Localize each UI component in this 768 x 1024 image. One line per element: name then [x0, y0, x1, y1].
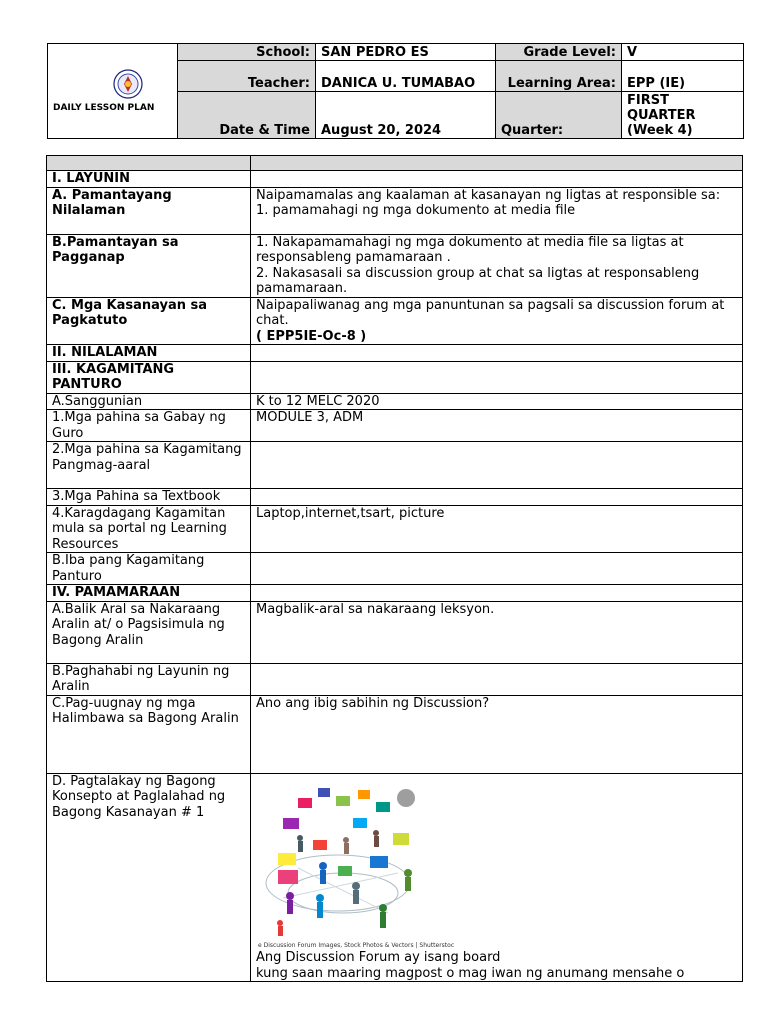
teacher-value: DANICA U. TUMABAO [316, 61, 496, 92]
text-line: 2. Nakasasali sa discussion group at chat sa ligtas at responsableng pamamaraan. [256, 265, 700, 296]
table-row [47, 442, 743, 489]
row-value [251, 773, 743, 982]
table-row [47, 585, 743, 602]
section-nilalaman: II. NILALAMAN [47, 345, 251, 362]
table-row [47, 695, 743, 773]
deped-seal-icon [113, 69, 143, 99]
row-label: D. Pagtalakay ng Bagong Konsepto at Paglalahad ng Bagong Kasanayan # 1 [47, 773, 251, 982]
row-value [251, 234, 743, 297]
table-row [47, 601, 743, 663]
row-label: 4.Karagdagang Kagamitan mula sa portal ng Learning Resources [47, 505, 251, 553]
school-label: School: [178, 44, 316, 61]
area-value: EPP (IE) [622, 61, 744, 92]
text-line: 1. pamamahagi ng mga dokumento at media file [256, 203, 576, 218]
date-value: August 20, 2024 [316, 92, 496, 139]
text-line: kung saan maaring magpost o mag iwan ng anumang mensahe o [256, 965, 685, 981]
date-label: Date & Time [178, 92, 316, 139]
row-label: A.Balik Aral sa Nakaraang Aralin at/ o Pagsisimula ng Bagong Aralin [47, 601, 251, 663]
table-row [47, 361, 743, 393]
table-row [47, 663, 743, 695]
text-line: 1. Nakapamamahagi ng mga dokumento at media file sa ligtas at responsableng pamamaraan . [256, 234, 684, 265]
row-label: 3.Mga Pahina sa Textbook [47, 489, 251, 506]
table-row [47, 393, 743, 410]
table-row [47, 553, 743, 585]
grade-label: Grade Level: [496, 44, 622, 61]
table-row [47, 345, 743, 362]
table-row [47, 773, 743, 982]
row-label: B.Iba pang Kagamitang Panturo [47, 553, 251, 585]
text-line: Naipapaliwanag ang mga panuntunan sa pagsali sa discussion forum at chat. [256, 297, 725, 328]
lesson-table [46, 155, 743, 982]
discussion-forum-image [258, 778, 424, 938]
row-label: C.Pag-uugnay ng mga Halimbawa sa Bagong Aralin [47, 695, 251, 773]
grade-value: V [622, 44, 744, 61]
quarter-value: FIRST QUARTER (Week 4) [622, 92, 744, 139]
table-row [47, 489, 743, 506]
quarter-label: Quarter: [496, 92, 622, 139]
text-line: Ang Discussion Forum ay isang board [256, 950, 501, 965]
table-row [47, 297, 743, 345]
row-label: B.Pamantayan sa Pagganap [47, 234, 251, 297]
school-value: SAN PEDRO ES [316, 44, 496, 61]
table-row [47, 410, 743, 442]
plan-label: DAILY LESSON PLAN [53, 102, 155, 113]
row-label: 2.Mga pahina sa Kagamitang Pangmag-aaral [47, 442, 251, 489]
row-label: C. Mga Kasanayan sa Pagkatuto [47, 297, 251, 345]
row-value: Magbalik-aral sa nakaraang leksyon. [251, 601, 743, 663]
code-line: ( EPP5IE-Oc-8 ) [256, 328, 367, 344]
row-value [251, 187, 743, 234]
section-layunin: I. LAYUNIN [47, 171, 251, 188]
header-table [47, 43, 744, 139]
table-row [47, 187, 743, 234]
shaded-header-row [47, 156, 743, 171]
row-label: A. Pamantayang Nilalaman [47, 187, 251, 234]
row-value: Laptop,internet,tsart, picture [251, 505, 743, 553]
table-row [47, 171, 743, 188]
section-pamamaraan: IV. PAMAMARAAN [47, 585, 251, 602]
row-value: Ano ang ibig sabihin ng Discussion? [251, 695, 743, 773]
row-label: A.Sanggunian [47, 393, 251, 410]
area-label: Learning Area: [496, 61, 622, 92]
row-value: MODULE 3, ADM [251, 410, 743, 442]
text-line: Naipamamalas ang kaalaman at kasanayan ng ligtas at responsible sa: [256, 187, 721, 203]
row-label: 1.Mga pahina sa Gabay ng Guro [47, 410, 251, 442]
logo-cell [48, 44, 178, 139]
row-label: B.Paghahabi ng Layunin ng Aralin [47, 663, 251, 695]
table-row [47, 505, 743, 553]
row-value [251, 297, 743, 345]
table-row [47, 234, 743, 297]
section-kagamitan: III. KAGAMITANG PANTURO [47, 361, 251, 393]
image-caption: e Discussion Forum Images, Stock Photos & Vectors | Shutterstoc [258, 942, 455, 949]
row-value: K to 12 MELC 2020 [251, 393, 743, 410]
teacher-label: Teacher: [178, 61, 316, 92]
